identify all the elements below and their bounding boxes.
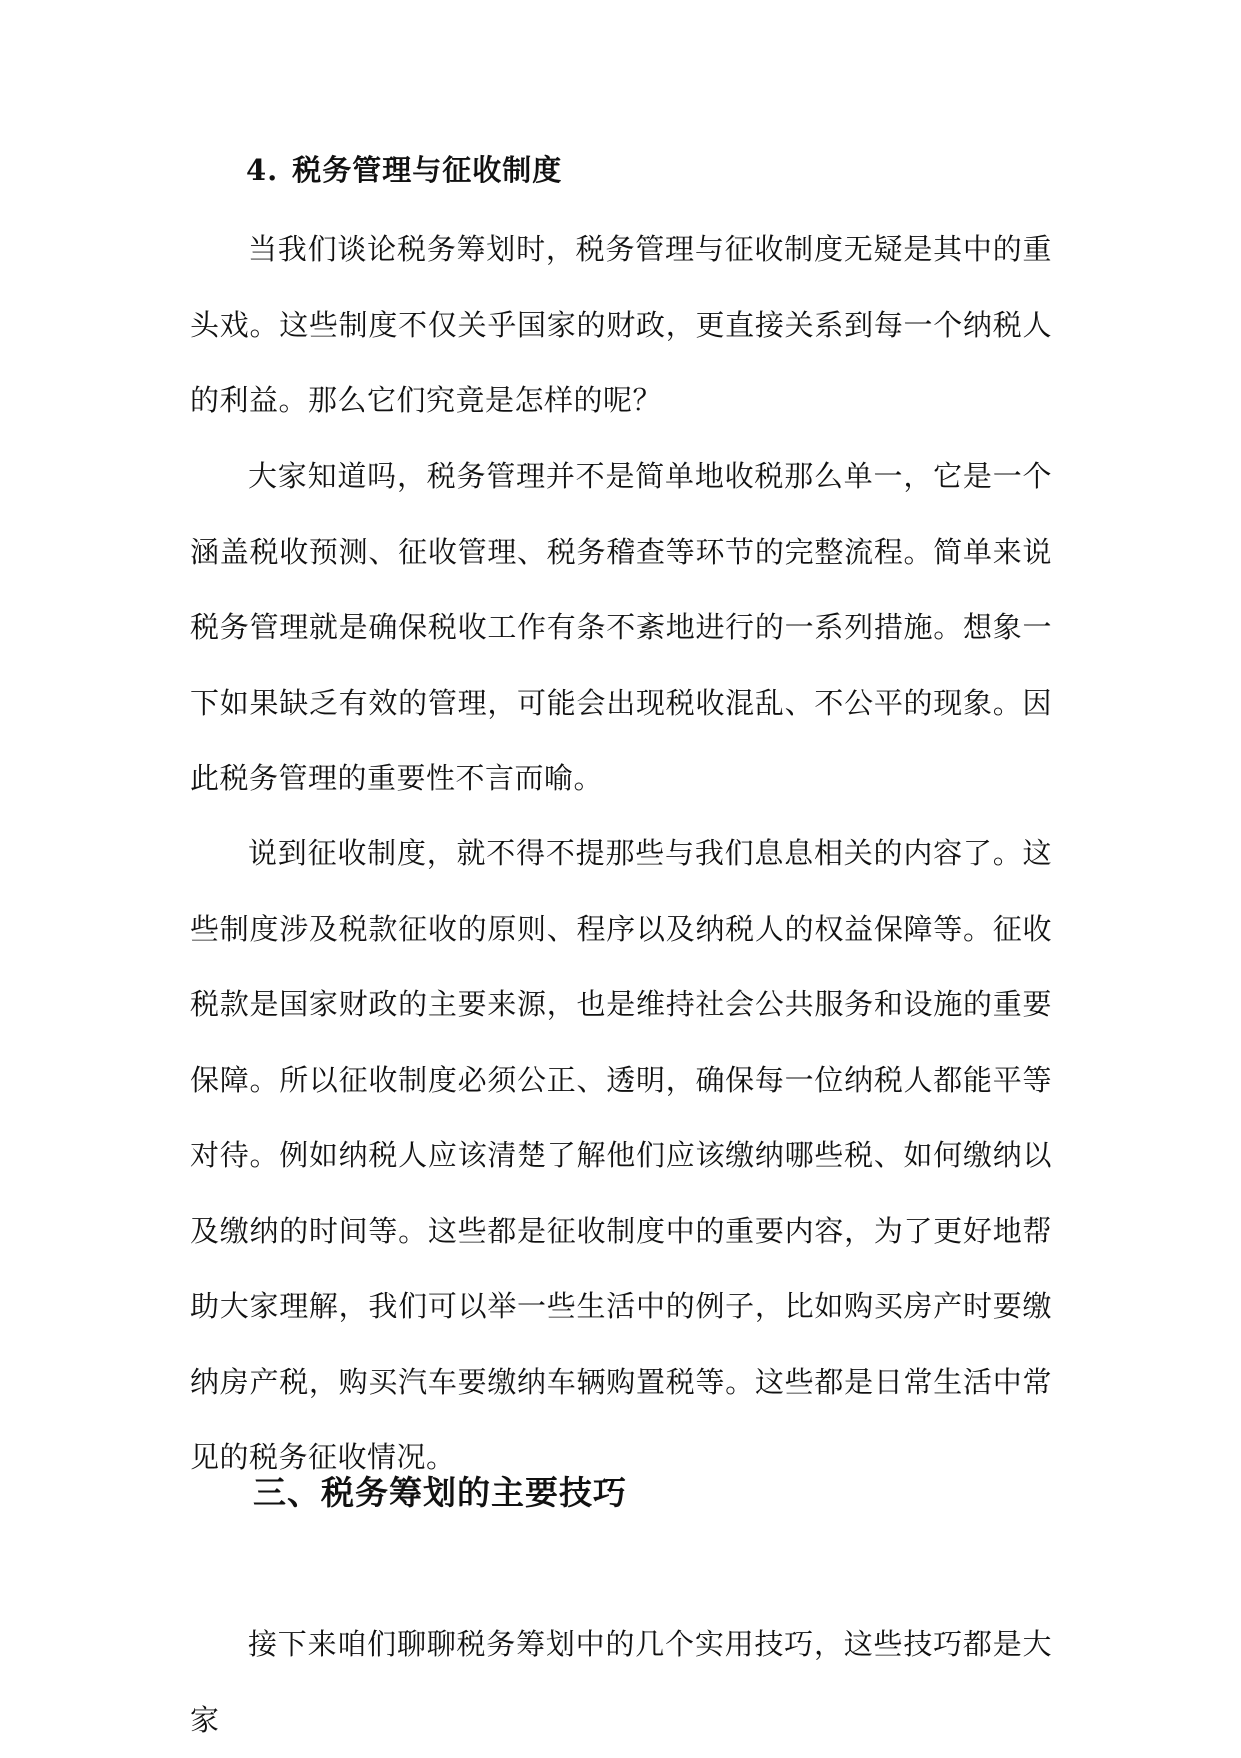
paragraph: 大家知道吗，税务管理并不是简单地收税那么单一，它是一个涵盖税收预测、征收管理、税务稽查等环节的完整流程。简单来说税务管理就是确保税收工作有条不紊地进行的一系列措施。想象一下如果缺乏有效的管理，可能会出现税收混乱、不公平的现象。因此税务管理的重要性不言而喻。: [190, 459, 1052, 795]
subsection-number: 4.: [246, 153, 279, 187]
section-heading: 三、税务筹划的主要技巧: [253, 1473, 627, 1512]
paragraph: 接下来咱们聊聊税务筹划中的几个实用技巧，这些技巧都是大家: [190, 1627, 1052, 1737]
paragraph: 说到征收制度，就不得不提那些与我们息息相关的内容了。这些制度涉及税款征收的原则、程序以及纳税人的权益保障等。征收税款是国家财政的主要来源，也是维持社会公共服务和设施的重要保障。所以征收制度必须公正、透明，确保每一位纳税人都能平等对待。例如纳税人应该清楚了解他们应该缴纳哪些税、如何缴纳以及缴纳的时间等。这些都是征收制度中的重要内容，为了更好地帮助大家理解，我们可以举一些生活中的例子，比如购买房产时要缴纳房产税，购买汽车要缴纳车辆购置税等。这些都是日常生活中常见的税务征收情况。: [190, 836, 1052, 1474]
paragraph: 当我们谈论税务筹划时，税务管理与征收制度无疑是其中的重头戏。这些制度不仅关乎国家的财政，更直接关系到每一个纳税人的利益。那么它们究竟是怎样的呢？: [190, 232, 1052, 417]
subsection-title: 税务管理与征收制度: [292, 153, 563, 187]
subsection-heading: [246, 148, 562, 192]
